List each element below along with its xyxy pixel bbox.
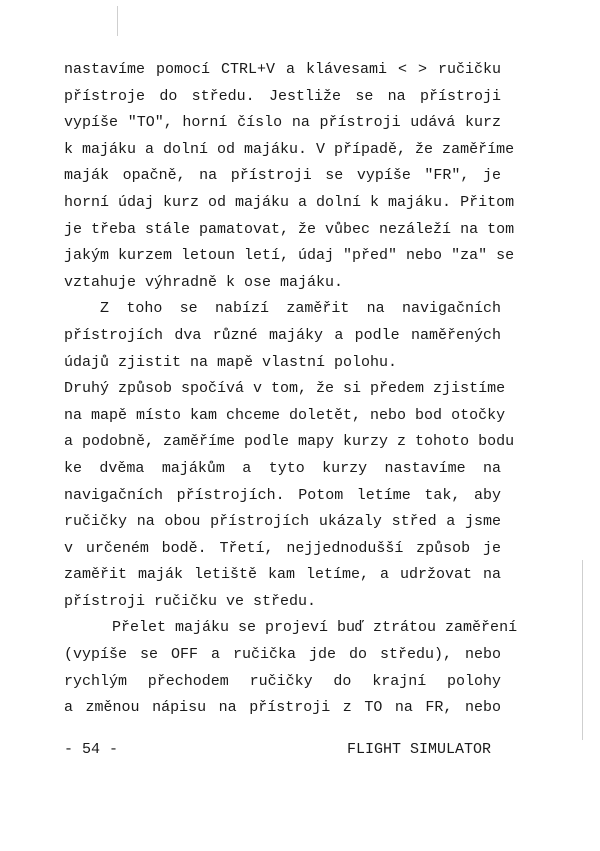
running-footer-title: FLIGHT SIMULATOR [347,741,492,758]
body-text [64,57,518,722]
paragraph [64,376,515,615]
text-line: na mapě místo kam chceme doletět, nebo bod otočky [64,406,506,424]
text-line: ke dvěma majákům a tyto kurzy nastavíme na [64,459,501,477]
text-line: Druhý způsob spočívá v tom, že si předem zjistíme [64,380,506,398]
text-line: a podobně, zaměříme podle mapy kurzy z tohoto bodu [64,433,515,451]
text-line: navigačních přístrojích. Potom letíme tak, aby [64,486,501,504]
scan-edge-mark [582,560,583,740]
text-line: přístroje do středu. Jestliže se na přístroji [64,87,501,105]
text-line: rychlým přechodem ručičky do krajní polohy [64,672,501,690]
text-line: v určeném bodě. Třetí, nejjednodušší způsob je [64,539,501,557]
paragraph [64,615,518,721]
text-line: k majáku a dolní od majáku. V případě, že zaměříme [64,140,515,158]
text-line: vztahuje výhradně k ose majáku. [64,273,344,291]
text-line: vypíše "TO", horní číslo na přístroji udává kurz [64,114,501,132]
text-line: je třeba stále pamatovat, že vůbec nezáleží na tom [64,220,515,238]
paragraph [64,296,501,376]
text-line: jakým kurzem letoun letí, údaj "před" nebo "za" se [64,247,515,265]
page-number: - 54 - [64,741,119,758]
text-line: horní údaj kurz od majáku a dolní k majáku. Přitom [64,193,515,211]
text-line: a změnou nápisu na přístroji z TO na FR, nebo [64,699,501,717]
paragraph [64,57,515,296]
text-line: (vypíše se OFF a ručička jde do středu), nebo [64,646,501,664]
text-line: přístroji ručičku ve středu. [64,592,317,610]
text-line: přístrojích dva různé majáky a podle naměřených [64,326,501,344]
text-line: zaměřit maják letiště kam letíme, a udržovat na [64,566,501,584]
text-line: Přelet majáku se projeví buď ztrátou zaměření [112,619,518,637]
text-line: ručičky na obou přístrojích ukázaly střed a jsme [64,513,501,531]
scan-edge-mark [117,6,118,36]
text-line: údajů zjistit na mapě vlastní polohu. [64,353,398,371]
text-line: Z toho se nabízí zaměřit na navigačních [100,300,501,318]
text-line: maják opačně, na přístroji se vypíše "FR", je [64,167,501,185]
text-line: nastavíme pomocí CTRL+V a klávesami < > ručičku [64,61,501,78]
